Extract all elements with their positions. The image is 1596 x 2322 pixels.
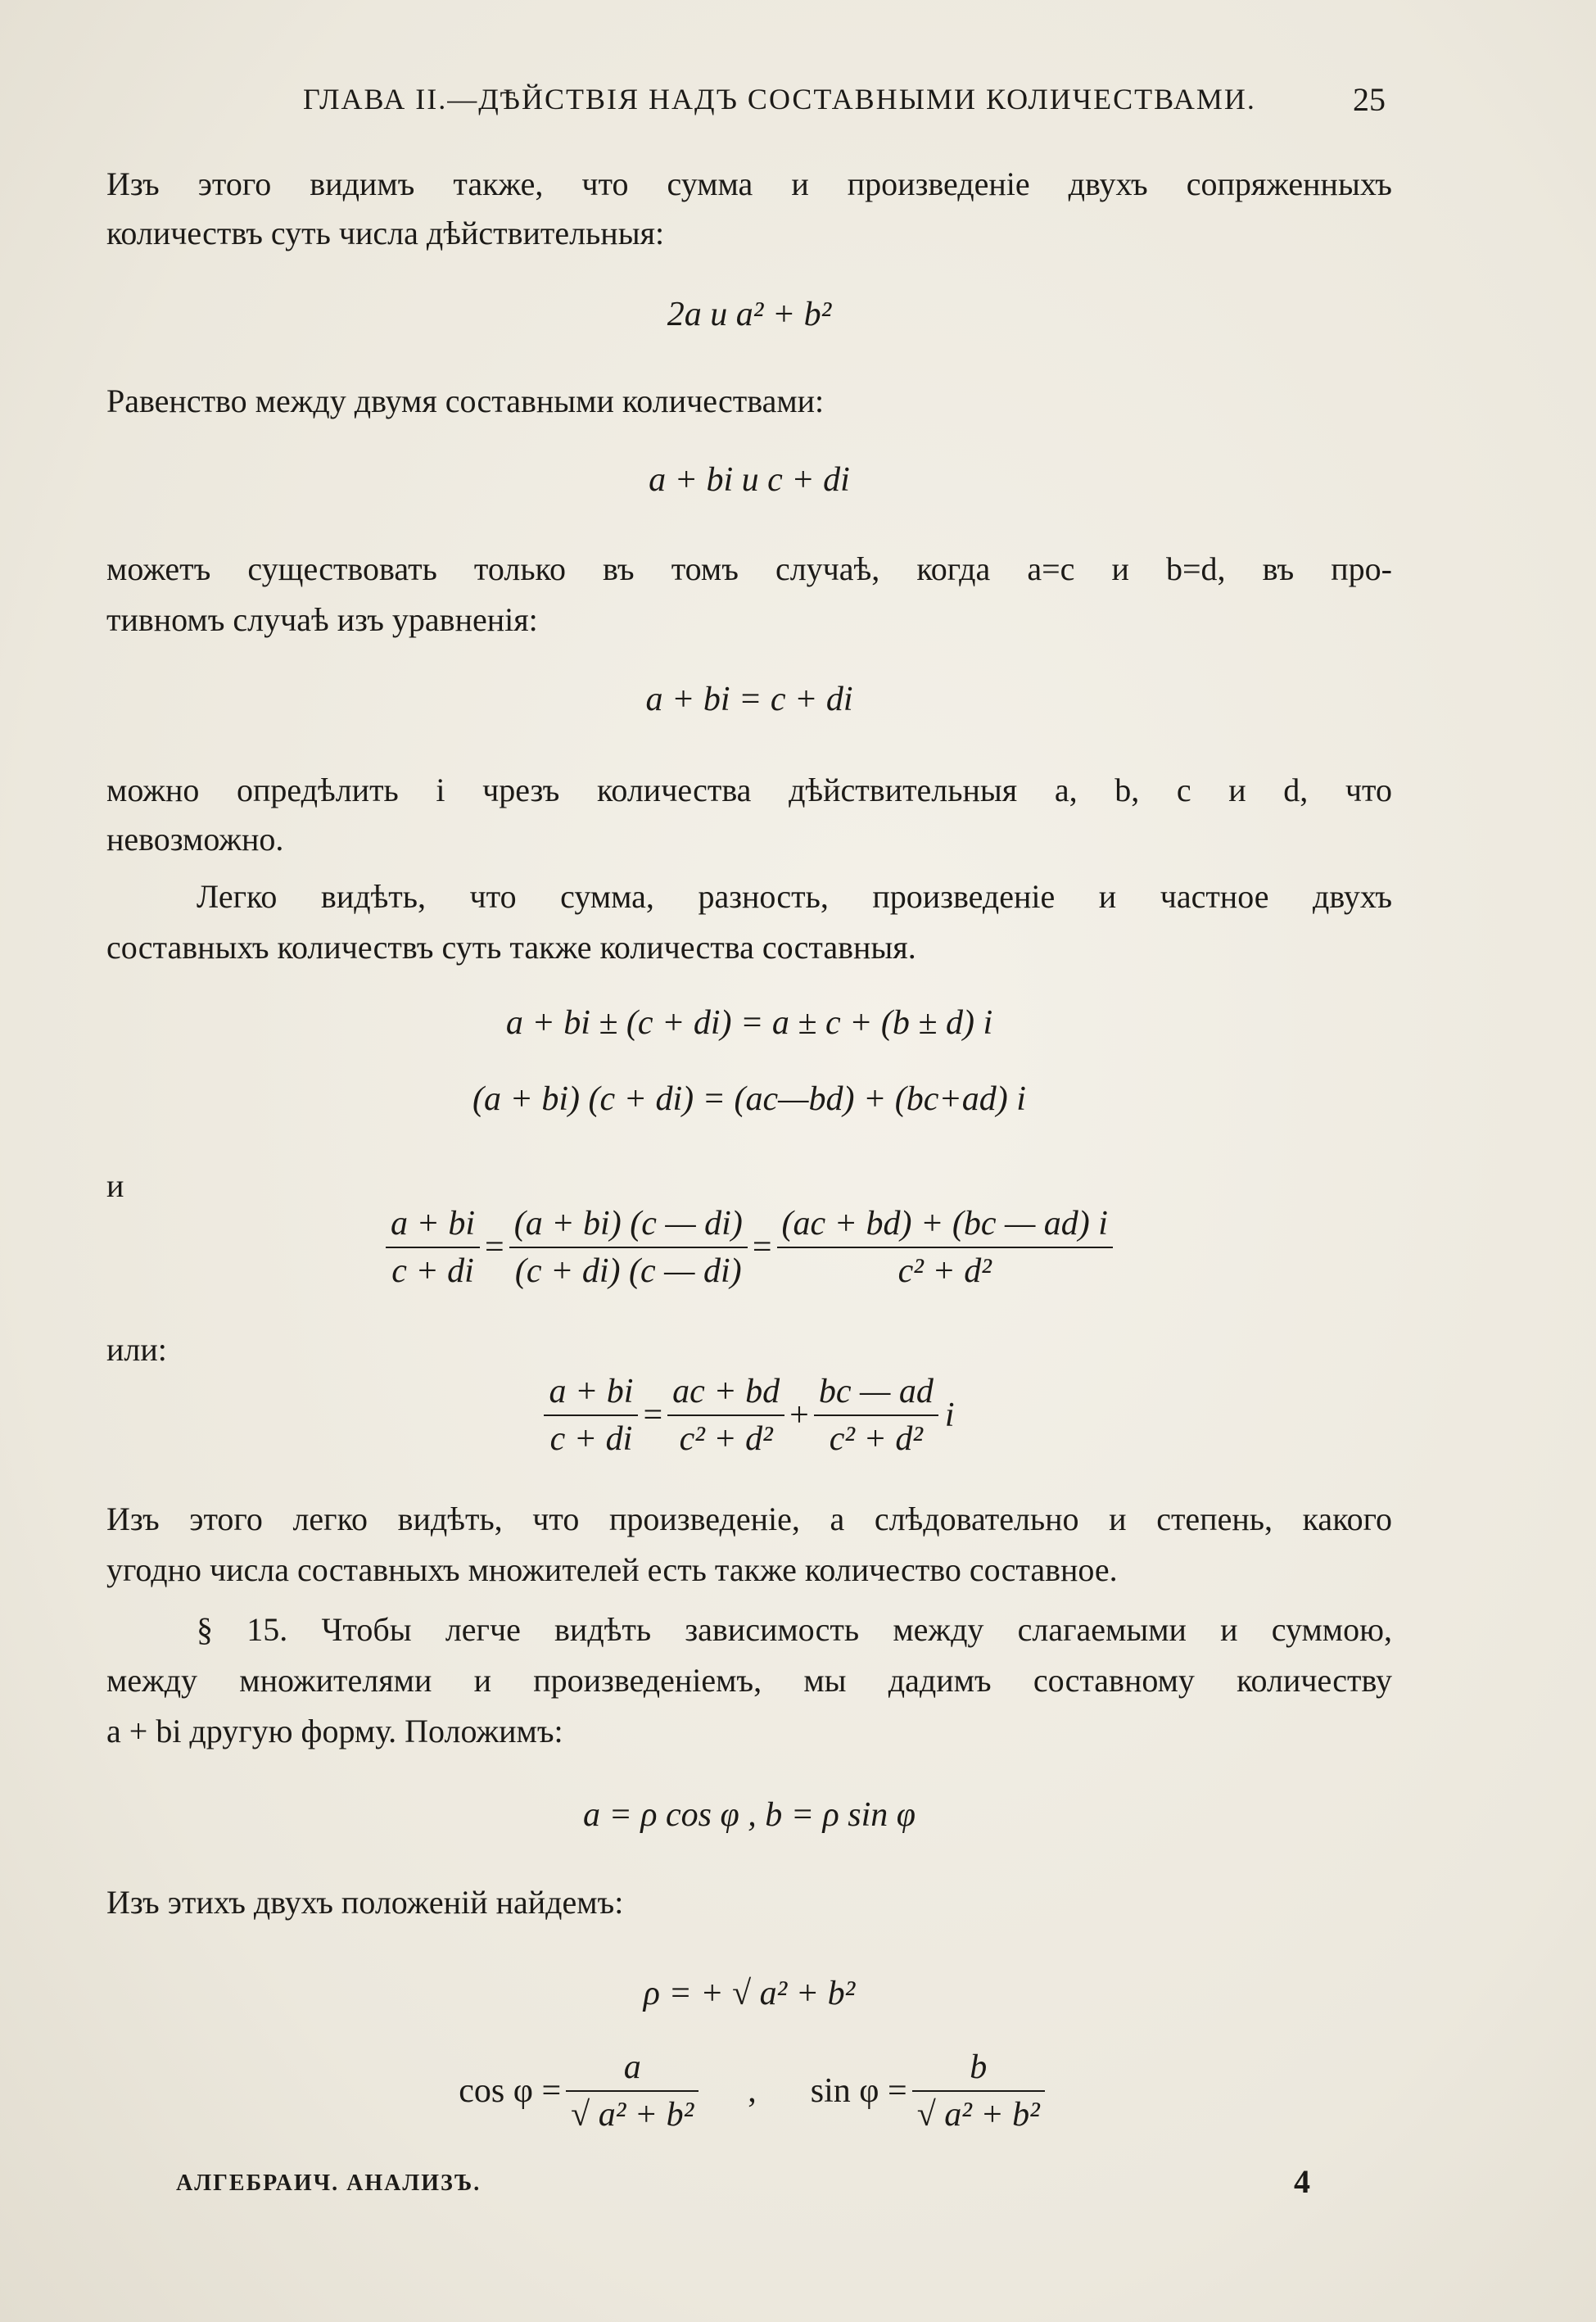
paragraph-line: можетъ существовать только въ томъ случаѣ, когда a=c и b=d, въ про- bbox=[106, 550, 1392, 587]
formula-two-complex: a + bi и c + di bbox=[649, 461, 850, 499]
paragraph-line: Изъ этихъ двухъ положеній найдемъ: bbox=[106, 1884, 624, 1921]
numerator: bc — ad bbox=[814, 1372, 938, 1416]
denominator: (c + di) (c — di) bbox=[514, 1252, 742, 1290]
formula-quotient: $\frac{a + bi}{c + di}$ = $\frac{(a + bi) (c — di)}{(c + di) (c — di)}$ = $\frac{(ac + bd) + (bc — ad) i}{\text{c² + d²}}$ bbox=[106, 1204, 1392, 1291]
and-label: и bbox=[106, 1167, 124, 1204]
fraction bbox=[814, 1372, 938, 1459]
fraction bbox=[667, 1372, 784, 1459]
formula-polar-def: a = ρ cos φ , b = ρ sin φ bbox=[583, 1796, 916, 1834]
fraction bbox=[509, 1204, 748, 1291]
numerator: (a + bi) (c — di) bbox=[509, 1204, 748, 1248]
fraction bbox=[912, 2048, 1045, 2134]
formula-cos-sin bbox=[106, 2048, 1392, 2134]
running-header: ГЛАВА II.—ДѢЙСТВІЯ НАДЪ СОСТАВНЫМИ КОЛИЧЕСТВАМИ. bbox=[303, 83, 1256, 115]
section-heading-line: § 15. Чтобы легче видѣть зависимость между слагаемыми и суммою, bbox=[197, 1611, 1392, 1648]
formula-sum-product: 2a и a² + b² bbox=[667, 296, 832, 333]
paragraph-line: Равенство между двумя составными количествами: bbox=[106, 382, 825, 419]
numerator: b bbox=[912, 2048, 1045, 2092]
or-label: или: bbox=[106, 1331, 167, 1368]
numerator: a bbox=[566, 2048, 699, 2092]
paragraph-line: Легко видѣть, что сумма, разность, произведеніе и частное двухъ bbox=[197, 878, 1392, 915]
page-number: 25 bbox=[1353, 81, 1386, 118]
formula-product: (a + bi) (c + di) = (ac—bd) + (bc+ad) i bbox=[472, 1080, 1026, 1118]
sin-label: sin φ = bbox=[810, 2072, 907, 2110]
imaginary-unit: i bbox=[944, 1396, 955, 1434]
numerator: ac + bd bbox=[667, 1372, 784, 1416]
fraction bbox=[566, 2048, 699, 2134]
paragraph-line: количествъ суть числа дѣйствительныя: bbox=[106, 215, 665, 251]
numerator: a + bi bbox=[544, 1372, 638, 1416]
fraction bbox=[544, 1372, 638, 1459]
formula-sum-difference: a + bi ± (c + di) = a ± c + (b ± d) i bbox=[505, 1004, 993, 1042]
denominator: c + di bbox=[549, 1420, 633, 1458]
denominator: c² + d² bbox=[679, 1420, 773, 1458]
formula-modulus: ρ = + √ a² + b² bbox=[643, 1975, 856, 2012]
denominator: c + di bbox=[391, 1252, 474, 1290]
separator: , bbox=[748, 2072, 757, 2110]
paragraph-line: Изъ этого видимъ также, что сумма и произведеніе двухъ сопряженныхъ bbox=[106, 165, 1392, 202]
denominator: c² + d² bbox=[829, 1420, 923, 1458]
formula-quotient-split: $\frac{a + bi}{c + di}$ = $\frac{ac + bd}{\text{c² + d²}}$ + $\frac{bc — ad}{\text{c² + d²}}$ i bbox=[106, 1372, 1392, 1459]
denominator: √ a² + b² bbox=[571, 2096, 694, 2134]
numerator: a + bi bbox=[386, 1204, 480, 1248]
paragraph-line: между множителями и произведеніемъ, мы дадимъ составному количеству bbox=[106, 1662, 1392, 1699]
paragraph-line: можно опредѣлить i чрезъ количества дѣйствительныя a, b, c и d, что bbox=[106, 772, 1392, 808]
denominator: c² + d² bbox=[897, 1252, 992, 1290]
paragraph-line: Изъ этого легко видѣть, что произведеніе, а слѣдовательно и степень, какого bbox=[106, 1500, 1392, 1537]
signature-mark: 4 bbox=[1294, 2163, 1310, 2200]
denominator: √ a² + b² bbox=[916, 2096, 1040, 2134]
paragraph-line: a + bi другую форму. Положимъ: bbox=[106, 1713, 563, 1749]
paragraph-line: невозможно. bbox=[106, 821, 284, 858]
footer-title: АЛГЕБРАИЧ. АНАЛИЗЪ. bbox=[176, 2170, 482, 2196]
paragraph-line: тивномъ случаѣ изъ уравненія: bbox=[106, 601, 538, 638]
fraction bbox=[386, 1204, 480, 1291]
paragraph-line: составныхъ количествъ суть также количества составныя. bbox=[106, 929, 916, 966]
numerator: (ac + bd) + (bc — ad) i bbox=[777, 1204, 1113, 1248]
cos-label: cos φ = bbox=[459, 2072, 562, 2110]
paragraph-line: угодно числа составныхъ множителей есть также количество составное. bbox=[106, 1551, 1118, 1588]
formula-equality: a + bi = c + di bbox=[645, 681, 853, 718]
fraction bbox=[777, 1204, 1113, 1291]
